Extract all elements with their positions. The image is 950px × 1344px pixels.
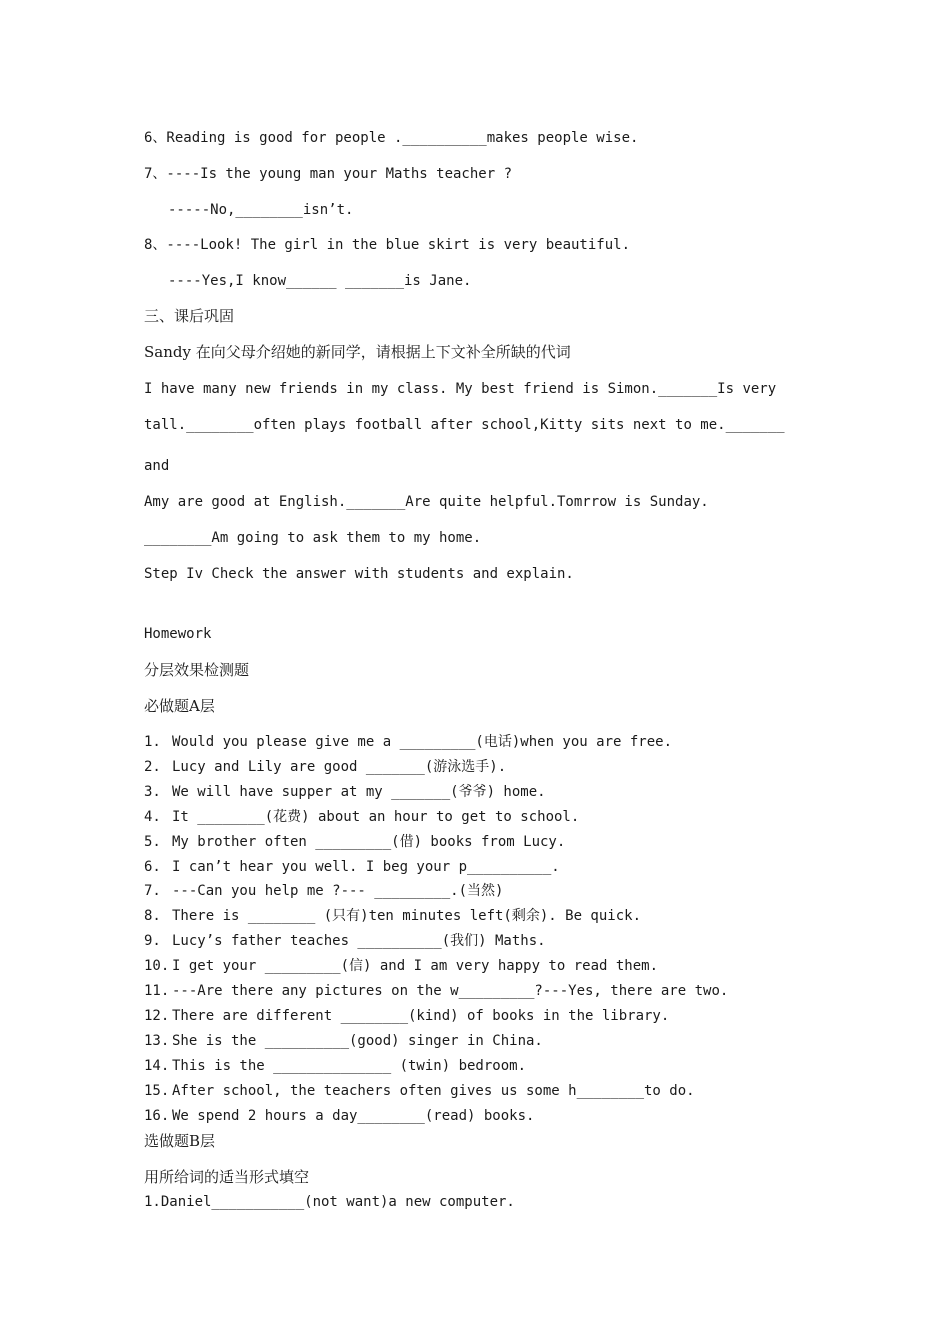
passage-line-4: Amy are good at English._______Are quite helpful.Tomrrow is Sunday. bbox=[144, 494, 709, 510]
exercise-number: 13. bbox=[144, 1032, 170, 1049]
exercise-item bbox=[144, 733, 672, 751]
exercise-text: Would you please give me a _________(电话)when you are free. bbox=[172, 734, 673, 750]
exercise-text: This is the ______________ (twin) bedroom. bbox=[172, 1057, 527, 1074]
exercise-number: 7. bbox=[144, 883, 161, 900]
exercise-number: 2. bbox=[144, 758, 161, 775]
exercise-number: 5. bbox=[144, 833, 161, 850]
exercise-item bbox=[144, 907, 641, 925]
exercise-number: 11. bbox=[144, 983, 170, 999]
exercise-number: 9. bbox=[144, 933, 161, 950]
exercise-item bbox=[144, 1057, 526, 1075]
homework-title: Homework bbox=[144, 626, 212, 642]
exercise-text: There are different ________(kind) of books in the library. bbox=[172, 1007, 670, 1024]
passage-line-2: tall.________often plays football after school,Kitty sits next to me._______ bbox=[144, 417, 785, 433]
exercise-text: My brother often _________(借) books from Lucy. bbox=[172, 833, 566, 850]
exercise-text: I get your _________(信) and I am very happy to read them. bbox=[172, 958, 659, 975]
question-7-line-1: 7、----Is the young man your Maths teacher ? bbox=[144, 166, 513, 182]
exercise-text: I can’t hear you well. I beg your p__________. bbox=[172, 858, 560, 875]
exercise-item bbox=[144, 808, 579, 826]
exercise-item-b: 1.Daniel___________(not want)a new computer. bbox=[144, 1194, 515, 1210]
exercise-item bbox=[144, 858, 560, 876]
level-b-instruction: 用所给词的适当形式填空 bbox=[144, 1168, 310, 1186]
section-3-instruction: Sandy 在向父母介绍她的新同学，请根据上下文补全所缺的代词 bbox=[144, 343, 571, 361]
question-7-line-2: -----No,________isn’t. bbox=[168, 202, 354, 218]
exercise-number: 1. bbox=[144, 734, 161, 750]
step-iv-line: Step Iv Check the answer with students and explain. bbox=[144, 566, 574, 582]
exercise-item bbox=[144, 783, 546, 801]
passage-line-1: I have many new friends in my class. My best friend is Simon._______Is very bbox=[144, 381, 777, 397]
exercise-item bbox=[144, 1032, 543, 1050]
level-a-heading: 必做题A层 bbox=[144, 697, 215, 715]
section-3-heading: 三、课后巩固 bbox=[144, 307, 235, 325]
passage-line-5: ________Am going to ask them to my home. bbox=[144, 530, 482, 546]
exercise-number: 14. bbox=[144, 1057, 170, 1074]
exercise-item bbox=[144, 957, 658, 975]
exercise-text: We spend 2 hours a day________(read) books. bbox=[172, 1107, 535, 1124]
exercise-number: 4. bbox=[144, 808, 161, 825]
exercise-item bbox=[144, 833, 565, 851]
question-6: 6、Reading is good for people .__________makes people wise. bbox=[144, 130, 639, 146]
level-b-heading: 选做题B层 bbox=[144, 1132, 216, 1150]
homework-subtitle: 分层效果检测题 bbox=[144, 661, 250, 679]
exercise-item bbox=[144, 1107, 534, 1125]
exercise-text: ---Are there any pictures on the w_________?---Yes, there are two. bbox=[172, 983, 729, 999]
exercise-text: It ________(花费) about an hour to get to school. bbox=[172, 808, 580, 825]
exercise-item bbox=[144, 758, 506, 776]
exercise-item bbox=[144, 882, 503, 900]
exercise-number: 10. bbox=[144, 958, 170, 975]
passage-line-3: and bbox=[144, 458, 170, 474]
exercise-text: Lucy and Lily are good _______(游泳选手). bbox=[172, 758, 507, 775]
exercise-number: 16. bbox=[144, 1107, 170, 1124]
exercise-number: 6. bbox=[144, 858, 161, 875]
exercise-text: She is the __________(good) singer in China. bbox=[172, 1032, 543, 1049]
exercise-item bbox=[144, 1007, 669, 1025]
exercise-text: We will have supper at my _______(爷爷) home. bbox=[172, 783, 546, 800]
question-8-line-2: ----Yes,I know______ _______is Jane. bbox=[168, 273, 472, 289]
exercise-item bbox=[144, 982, 728, 1000]
exercise-number: 8. bbox=[144, 908, 161, 925]
question-8-line-1: 8、----Look! The girl in the blue skirt is very beautiful. bbox=[144, 237, 631, 253]
exercise-number: 3. bbox=[144, 783, 161, 800]
exercise-text: There is ________ (只有)ten minutes left(剩余). Be quick. bbox=[172, 908, 642, 925]
exercise-number: 12. bbox=[144, 1007, 170, 1024]
exercise-item bbox=[144, 932, 546, 950]
exercise-text: Lucy’s father teaches __________(我们) Maths. bbox=[172, 933, 546, 950]
exercise-text: ---Can you help me ?--- _________.(当然) bbox=[172, 883, 504, 900]
exercise-number: 15. bbox=[144, 1082, 170, 1099]
exercise-text: After school, the teachers often gives us some h________to do. bbox=[172, 1082, 695, 1099]
exercise-item bbox=[144, 1082, 695, 1100]
